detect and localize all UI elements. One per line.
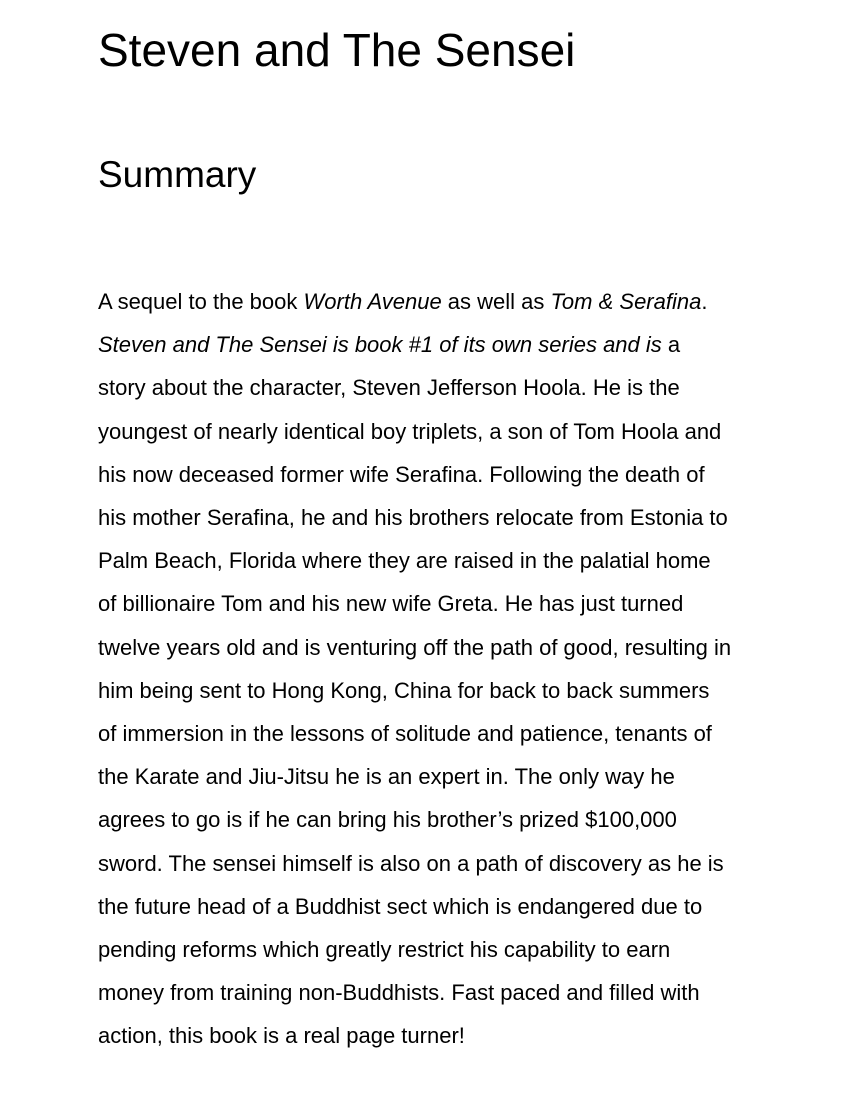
summary-line <box>98 669 838 712</box>
section-heading-summary: Summary <box>98 154 257 195</box>
summary-line <box>98 1014 838 1057</box>
summary-italic-text: Steven and The Sensei is book #1 of its own series and is <box>98 332 662 358</box>
summary-text: as well as <box>441 289 551 314</box>
summary-text: of immersion in the lessons of solitude and patience, tenants of <box>98 721 712 747</box>
summary-line <box>98 842 838 885</box>
summary-line <box>98 453 838 496</box>
summary-text: pending reforms which greatly restrict his capability to earn <box>98 937 671 963</box>
summary-text: his now deceased former wife Serafina. Following the death of <box>98 461 705 487</box>
summary-text: the Karate and Jiu-Jitsu he is an expert in. The only way he <box>98 764 675 790</box>
summary-text: action, this book is a real page turner! <box>98 1023 465 1049</box>
summary-line <box>98 539 838 582</box>
summary-line <box>98 798 838 841</box>
summary-text: his mother Serafina, he and his brothers relocate from Estonia to <box>98 505 728 531</box>
summary-text: story about the character, Steven Jefferson Hoola. He is the <box>98 375 680 401</box>
document-title: Steven and The Sensei <box>98 24 576 76</box>
summary-text: money from training non-Buddhists. Fast paced and filled with <box>98 980 700 1006</box>
summary-paragraph <box>98 280 838 1058</box>
summary-text: of billionaire Tom and his new wife Greta. He has just turned <box>98 591 684 617</box>
summary-line <box>98 712 838 755</box>
summary-text: A sequel to the book <box>98 289 304 314</box>
summary-text: . <box>701 289 708 314</box>
summary-text: Palm Beach, Florida where they are raised in the palatial home <box>98 548 711 574</box>
summary-text: twelve years old and is venturing off the path of good, resulting in <box>98 634 732 660</box>
summary-line <box>98 280 838 323</box>
summary-line <box>98 410 838 453</box>
summary-text: agrees to go is if he can bring his brother’s prized $100,000 <box>98 807 677 833</box>
summary-text: youngest of nearly identical boy triplets, a son of Tom Hoola and <box>98 418 722 444</box>
summary-italic-text: Tom & Serafina <box>550 289 702 314</box>
summary-text: sword. The sensei himself is also on a path of discovery as he is <box>98 850 724 876</box>
summary-text: a <box>661 332 681 358</box>
summary-line <box>98 755 838 798</box>
summary-italic-text: Worth Avenue <box>303 289 442 314</box>
summary-text: the future head of a Buddhist sect which is endangered due to <box>98 893 703 919</box>
summary-line <box>98 928 838 971</box>
summary-line <box>98 885 838 928</box>
summary-line <box>98 496 838 539</box>
summary-line <box>98 366 838 409</box>
summary-line <box>98 582 838 625</box>
summary-line <box>98 626 838 669</box>
summary-text: him being sent to Hong Kong, China for back to back summers <box>98 677 710 703</box>
summary-line <box>98 971 838 1014</box>
summary-line <box>98 323 838 366</box>
